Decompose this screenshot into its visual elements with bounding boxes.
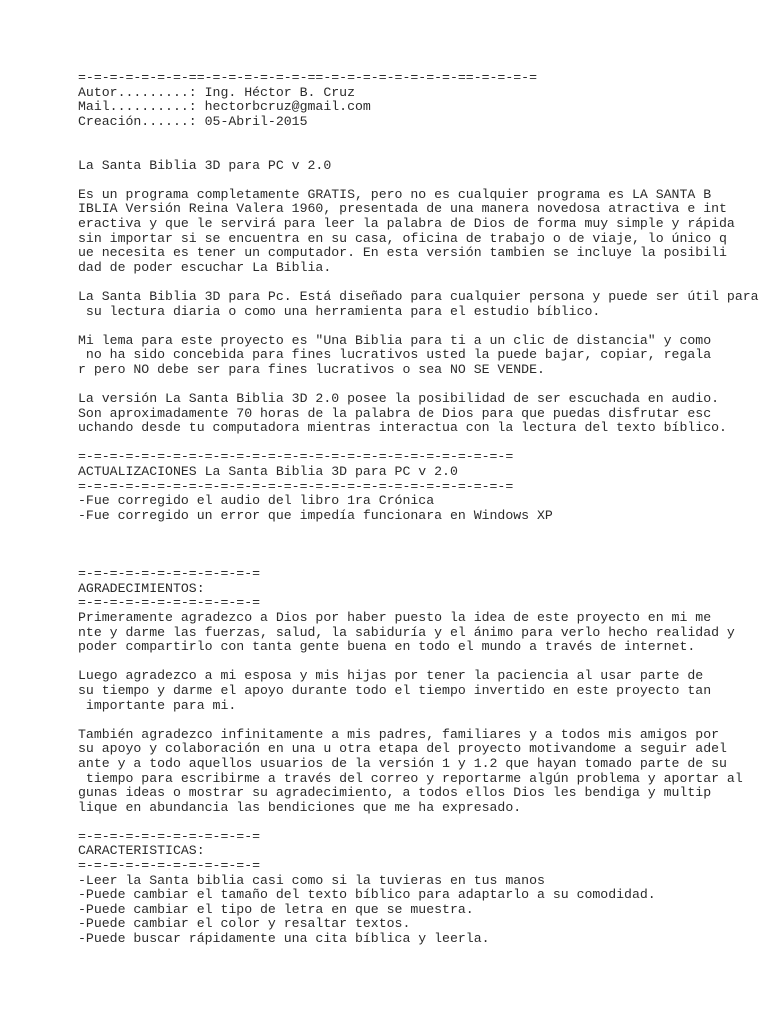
text-line: no ha sido concebida para fines lucrativos usted la puede bajar, copiar, regala	[78, 347, 712, 363]
list-item: -Puede cambiar el tipo de letra en que se muestra.	[78, 901, 474, 917]
list-item: -Puede buscar rápidamente una cita bíblica y leerla.	[78, 931, 490, 947]
text-line: ante y a todo aquellos usuarios de la versión 1 y 1.2 que hayan tomado parte de su	[78, 755, 727, 771]
text-line: tiempo para escribirme a través del correo y reportarme algún problema y aportar al	[78, 770, 743, 786]
text-line: Luego agradezco a mi esposa y mis hijas por tener la paciencia al usar parte de	[78, 668, 704, 684]
text-line: Mi lema para este proyecto es "Una Biblia para ti a un clic de distancia" y como	[78, 332, 712, 348]
author-line: Autor.........: Ing. Héctor B. Cruz	[78, 84, 355, 100]
intro-title: La Santa Biblia 3D para PC v 2.0	[78, 157, 332, 173]
features-separator-top: =-=-=-=-=-=-=-=-=-=-=-=	[78, 828, 261, 844]
updates-separator-top: =-=-=-=-=-=-=-=-=-=-=-=-=-=-=-=-=-=-=-=-=-=-=-=-=-=-=-=	[78, 449, 514, 465]
thanks-paragraph-2	[78, 669, 758, 713]
features-separator-bottom: =-=-=-=-=-=-=-=-=-=-=-=	[78, 858, 261, 874]
text-line: su tiempo y darme el apoyo durante todo el tiempo invertido en este proyecto tan	[78, 682, 712, 698]
text-line: Primeramente agradezco a Dios por haber puesto la idea de este proyecto en mi me	[78, 609, 712, 625]
text-line: uchando desde tu computadora mientras interactua con la lectura del texto bíblico.	[78, 420, 727, 436]
text-line: importante para mi.	[78, 697, 237, 713]
text-line: Son aproximadamente 70 horas de la palabra de Dios para que puedas disfrutar esc	[78, 405, 712, 421]
text-line: Es un programa completamente GRATIS, pero no es cualquier programa es LA SANTA B	[78, 186, 712, 202]
mail-line: Mail..........: hectorbcruz@gmail.com	[78, 99, 371, 115]
features-list	[78, 874, 758, 947]
features-title: CARACTERISTICAS:	[78, 843, 205, 859]
list-item: -Puede cambiar el tamaño del texto bíblico para adaptarlo a su comodidad.	[78, 887, 656, 903]
list-item: -Fue corregido un error que impedía funcionara en Windows XP	[78, 507, 553, 523]
text-line: su lectura diaria o como una herramienta para el estudio bíblico.	[78, 303, 601, 319]
thanks-paragraph-3	[78, 728, 758, 816]
text-line: ue necesita es tener un computador. En esta versión tambien se incluye la posibili	[78, 245, 727, 261]
header-separator: =-=-=-=-=-=-=-==-=-=-=-=-=-=-==-=-=-=-=-=-=-=-=-==-=-=-=-=	[78, 70, 537, 85]
text-line: gunas ideas o mostrar su agradecimiento, a todos ellos Dios les bendiga y multip	[78, 785, 712, 801]
updates-title: ACTUALIZACIONES La Santa Biblia 3D para PC v 2.0	[78, 464, 458, 480]
text-line: r pero NO debe ser para fines lucrativos o sea NO SE VENDE.	[78, 361, 545, 377]
thanks-paragraph-1	[78, 611, 758, 655]
text-line: La versión La Santa Biblia 3D 2.0 posee la posibilidad de ser escuchada en audio.	[78, 391, 720, 407]
list-item: -Leer la Santa biblia casi como si la tuvieras en tus manos	[78, 872, 545, 888]
text-line: lique en abundancia las bendiciones que me ha expresado.	[78, 799, 522, 815]
text-line: poder compartirlo con tanta gente buena en todo el mundo a través de internet.	[78, 639, 696, 655]
list-item: -Fue corregido el audio del libro 1ra Crónica	[78, 493, 435, 509]
updates-list	[78, 494, 758, 523]
updates-separator-bottom: =-=-=-=-=-=-=-=-=-=-=-=-=-=-=-=-=-=-=-=-=-=-=-=-=-=-=-=	[78, 478, 514, 494]
intro-paragraph-2	[78, 290, 758, 319]
text-line: sin importar si se encuentra en su casa, oficina de trabajo o de viaje, lo único q	[78, 230, 727, 246]
text-line: IBLIA Versión Reina Valera 1960, presentada de una manera novedosa atractiva e int	[78, 201, 727, 217]
text-line: eractiva y que le servirá para leer la palabra de Dios de forma muy simple y rápida	[78, 215, 735, 231]
intro-paragraph-3	[78, 334, 758, 378]
text-line: dad de poder escuchar La Biblia.	[78, 259, 332, 275]
thanks-title: AGRADECIMIENTOS:	[78, 580, 205, 596]
intro-paragraph-4	[78, 392, 758, 436]
list-item: -Puede cambiar el color y resaltar textos.	[78, 916, 411, 932]
creation-line: Creación......: 05-Abril-2015	[78, 113, 308, 129]
text-line: También agradezco infinitamente a mis padres, familiares y a todos mis amigos por	[78, 726, 720, 742]
text-line: su apoyo y colaboración en una u otra etapa del proyecto motivandome a seguir adel	[78, 741, 727, 757]
document-page	[78, 71, 758, 947]
thanks-separator-bottom: =-=-=-=-=-=-=-=-=-=-=-=	[78, 595, 261, 611]
intro-paragraph-1	[78, 188, 758, 276]
thanks-separator-top: =-=-=-=-=-=-=-=-=-=-=-=	[78, 566, 261, 582]
text-line: nte y darme las fuerzas, salud, la sabiduría y el ánimo para verlo hecho realidad y	[78, 624, 735, 640]
text-line: La Santa Biblia 3D para Pc. Está diseñado para cualquier persona y puede ser útil para	[78, 288, 759, 304]
